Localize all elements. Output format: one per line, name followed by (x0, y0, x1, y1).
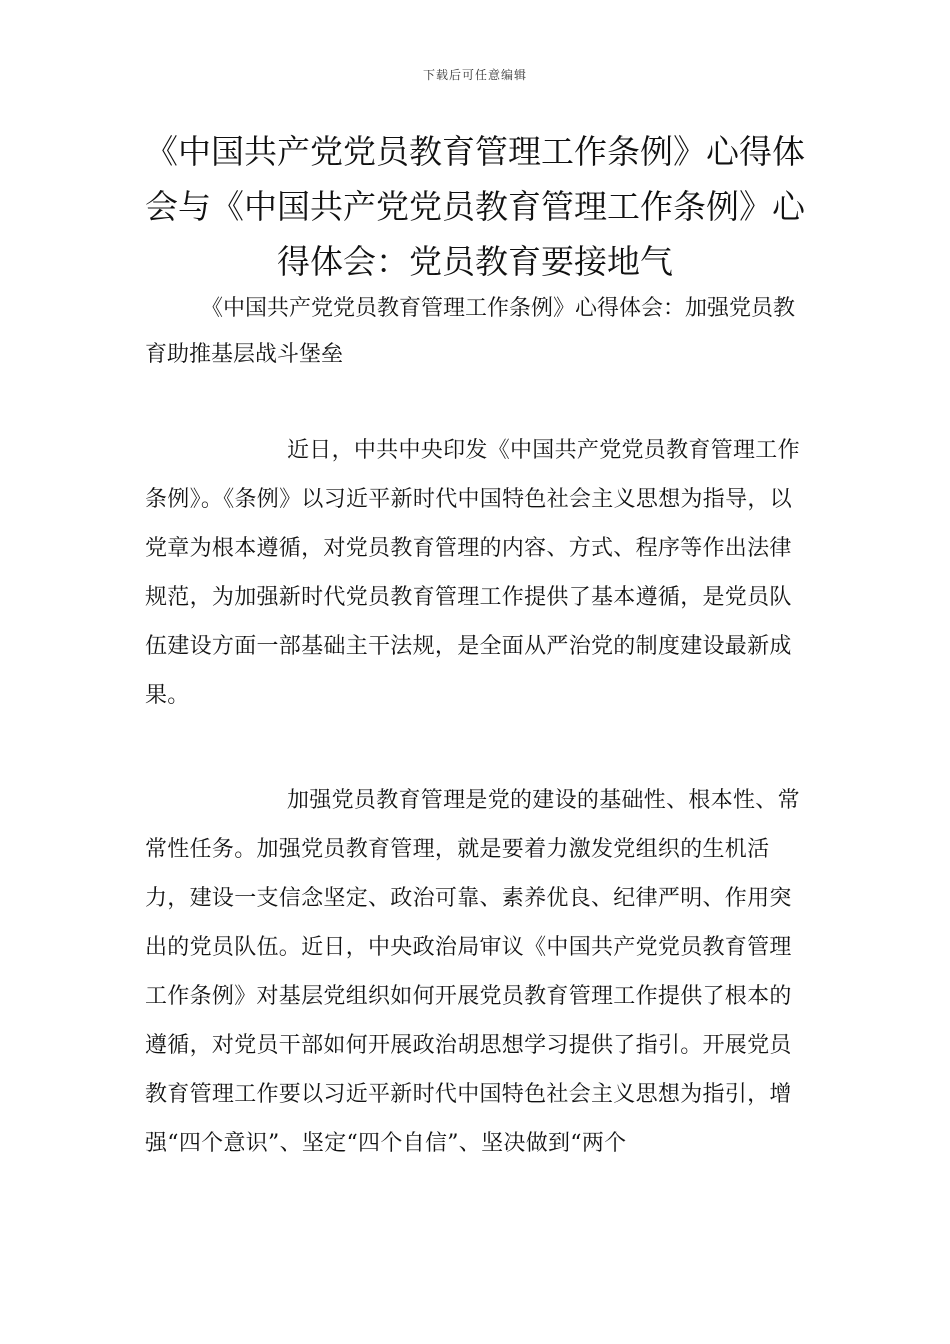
document-title: 《中国共产党党员教育管理工作条例》心得体会与《中国共产党党员教育管理工作条例》心得体会：党员教育要接地气 (145, 132, 805, 281)
header-note: 下载后可任意编辑 (422, 68, 527, 82)
document-subtitle: 《中国共产党党员教育管理工作条例》心得体会：加强党员教育助推基层战斗堡垒 (145, 296, 796, 367)
paragraph-1: 近日，中共中央印发《中国共产党党员教育管理工作条例》。《条例》以习近平新时代中国特色社会主义思想为指导，以党章为根本遵循，对党员教育管理的内容、方式、程序等作出法律规范，为加强新时代党员教育管理工作提供了基本遵循，是党员队伍建设方面一部基础主干法规，是全面从严治党的制度建设最新成果。 (145, 438, 800, 708)
paragraph-2: 加强党员教育管理是党的建设的基础性、根本性、常常性任务。加强党员教育管理，就是要着力激发党组织的生机活力，建设一支信念坚定、政治可靠、素养优良、纪律严明、作用突出的党员队伍。近日，中央政治局审议《中国共产党党员教育管理工作条例》对基层党组织如何开展党员教育管理工作提供了根本的遵循，对党员干部如何开展政治胡思想学习提供了指引。开展党员教育管理工作要以习近平新时代中国特色社会主义思想为指引，增强“四个意识”、坚定“四个自信”、坚决做到“两个 (145, 788, 800, 1156)
